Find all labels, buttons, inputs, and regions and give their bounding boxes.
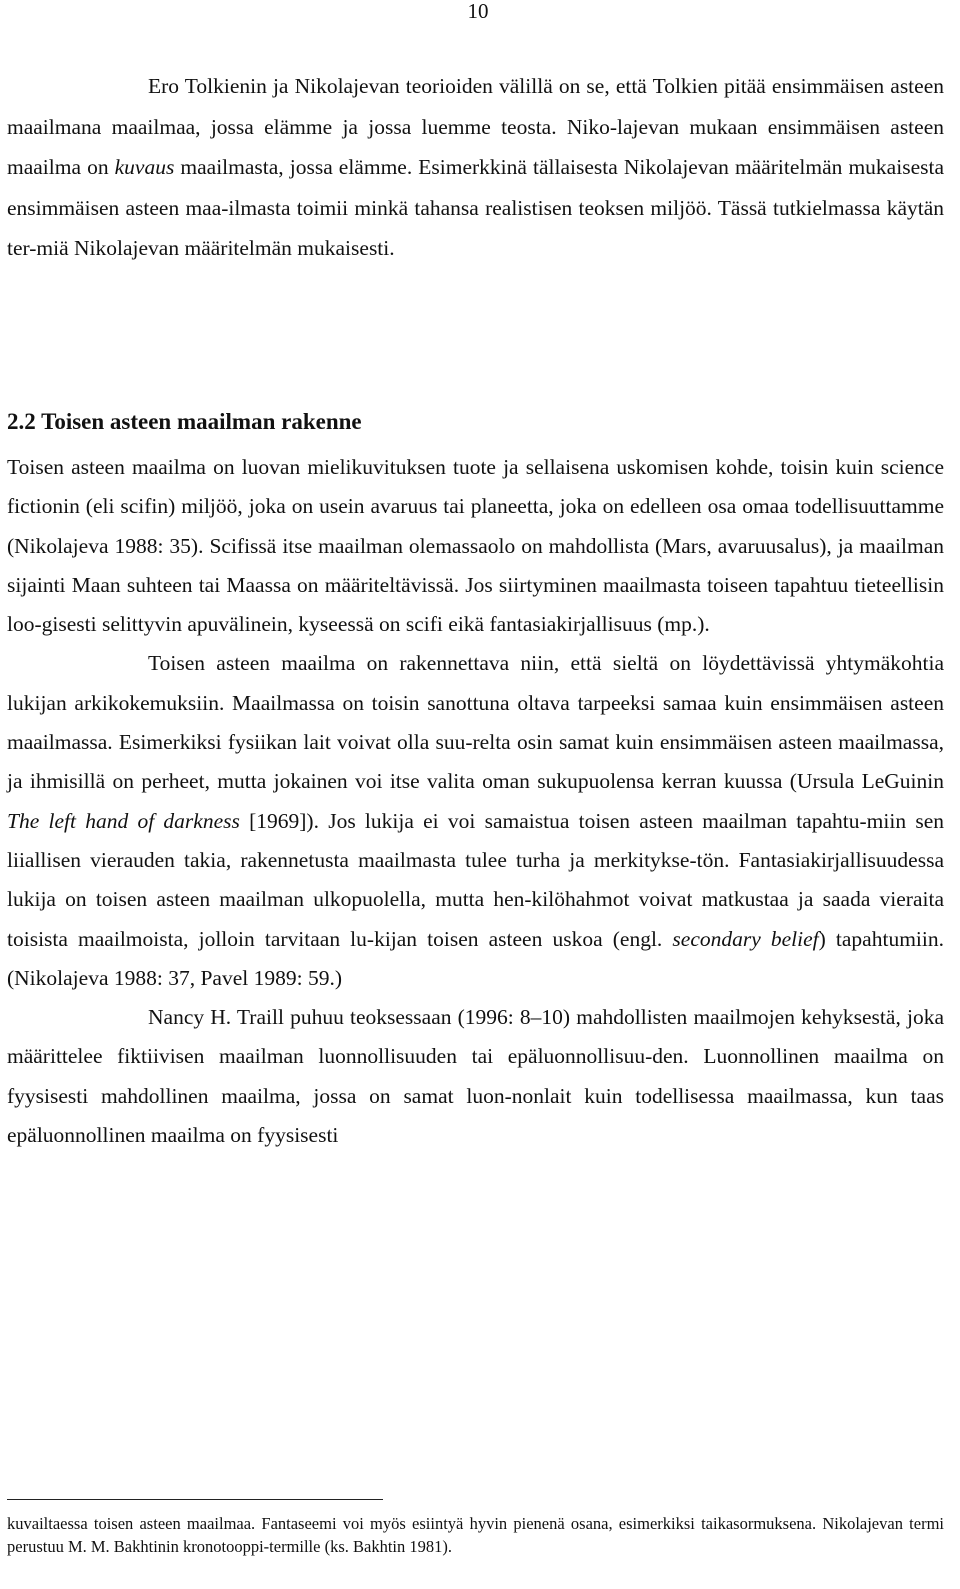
footnote-divider: [7, 1499, 383, 1500]
page-number: 10: [467, 0, 489, 23]
paragraph-2-text-2: [1969]). Jos lukija ei voi samaistua toisen asteen maailman tapahtu-miin sen liiallisen vierauden takia, rakennetusta maailmasta tulee turha ja merkitykse-tön. Fantasiakirjallisuudessa lukija on toisen asteen maailman ulkopuolella, mutta hen-kilöhahmot voivat matkustaa ja saada vieraita toisista maailmoista, jolloin tarvitaan lu-kijan toisen asteen uskoa (engl.: [7, 808, 944, 951]
section-paragraph-1: Toisen asteen maailma on luovan mielikuvituksen tuote ja sellaisena uskomisen kohde, toisin kuin science fictionin (eli scifin) miljöö, joka on usein avaruus tai planeetta, joka on edelleen osa omaa todellisuuttamme (Nikolajeva 1988: 35). Scifissä itse maailman olemassaolo on mahdollista (Mars, avaruusalus), ja maailman sijainti Maan suhteen tai Maassa on määriteltävissä. Jos siirtyminen maailmasta toiseen tapahtuu tieteellisin loo-gisesti selittyvin apuvälinein, kyseessä on scifi eikä fantasiakirjallisuus (mp.).: [7, 455, 944, 637]
term-emphasis: secondary belief: [672, 926, 819, 951]
intro-block: [7, 66, 944, 269]
paragraph-2-text-1: Toisen asteen maailma on rakennettava niin, että sieltä on löydettävissä yhtymäkohtia lukijan arkikokemuksiin. Maailmassa on toisin sanottuna oltava tarpeeksi samaa kuin ensimmäisen asteen maailmassa. Esimerkiksi fysiikan lait voivat olla suu-relta osin samat kuin ensimmäisen asteen maailmassa, ja ihmisillä on perheet, mutta jokainen voi itse valita oman sukupuolensa kerran kuussa (Ursula LeGuinin: [7, 651, 944, 794]
paragraph-2-text-3: ) tapahtumiin. (Nikolajeva 1988: 37, Pavel 1989: 59.): [7, 926, 944, 990]
section-body: [7, 448, 944, 1155]
section-paragraph-3: Nancy H. Traill puhuu teoksessaan (1996: 8–10) mahdollisten maailmojen kehyksestä, joka määrittelee fiktiivisen maailman luonnollisuuden tai epäluonnollisuu-den. Luonnollinen maailma on fyysisesti mahdollinen maailma, jossa on samat luon-nonlait kuin todellisessa maailmassa, kun taas epäluonnollinen maailma on fyysisesti: [7, 1005, 944, 1148]
section-heading: 2.2 Toisen asteen maailman rakenne: [7, 409, 362, 434]
intro-text-2: maailmasta, jossa elämme. Esimerkkinä tällaisesta Nikolajevan määritelmän mukaisesta ensimmäisen asteen maa-ilmasta toimii minkä tahansa realistisen teoksen miljöö. Tässä tutkielmassa käytän ter-miä Nikolajevan määritelmän mukaisesti.: [7, 155, 944, 261]
intro-paragraph: [7, 66, 944, 269]
section-paragraph-2: [7, 644, 944, 998]
intro-text-1: Ero Tolkienin ja Nikolajevan teorioiden välillä on se, että Tolkien pitää ensimmäisen asteen maailmana maailmaa, jossa elämme ja jossa luemme teosta. Niko-lajevan mukaan ensimmäisen asteen maailma on: [7, 74, 944, 180]
book-title: The left hand of darkness: [7, 808, 240, 833]
intro-emphasis: kuvaus: [114, 155, 175, 180]
footnote: kuvailtaessa toisen asteen maailmaa. Fantaseemi voi myös esiintyä hyvin pienenä osana, esimerkiksi taikasormuksena. Nikolajevan termi perustuu M. M. Bakhtinin kronotooppi-termille (ks. Bakhtin 1981).: [7, 1514, 944, 1556]
